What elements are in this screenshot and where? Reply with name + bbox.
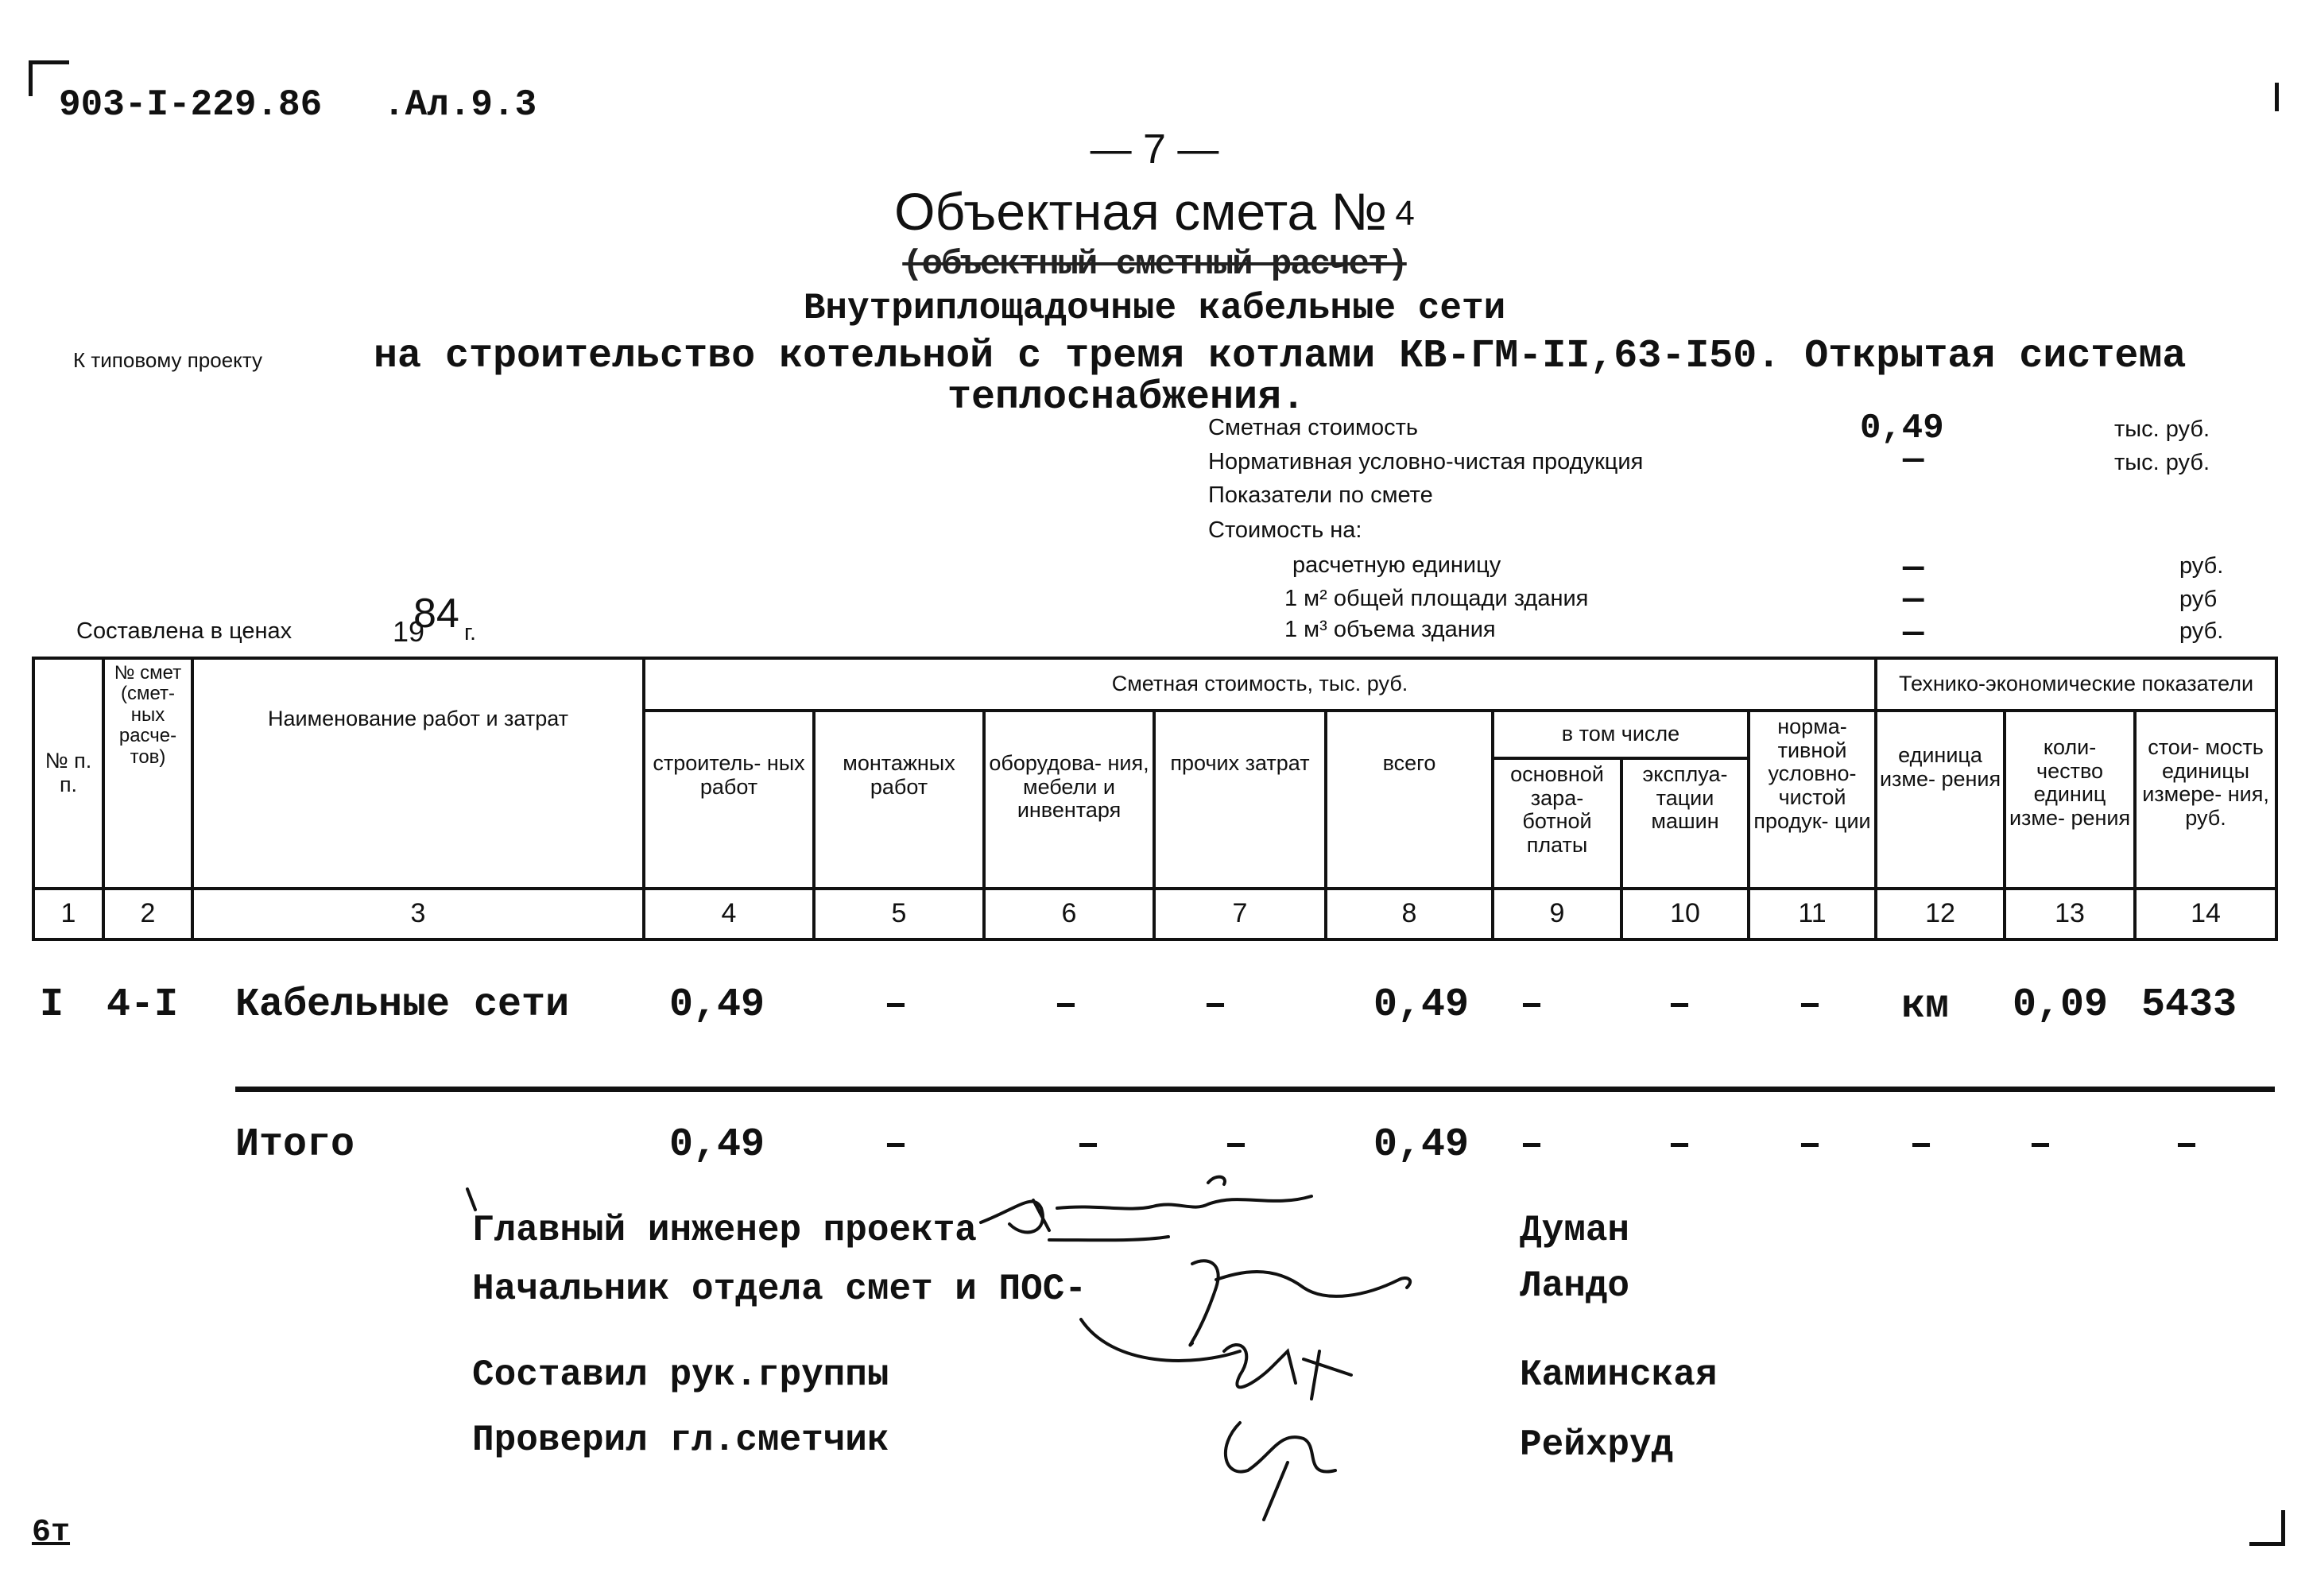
- col-header-installation: монтажных работ: [814, 711, 984, 889]
- column-number: 5: [814, 889, 984, 939]
- document-code: 903-I-229.86: [59, 84, 323, 126]
- row-num: I: [40, 982, 64, 1028]
- col-group-cost: Сметная стоимость, тыс. руб.: [644, 658, 1876, 711]
- col-header-total: всего: [1326, 711, 1493, 889]
- estimated-cost-value: 0,49: [1860, 409, 1944, 448]
- col-header-machines: эксплуа- тации машин: [1621, 758, 1749, 889]
- column-number: 4: [644, 889, 814, 939]
- total-other: –: [1224, 1122, 1249, 1168]
- cost-on-label: Стоимость на:: [1208, 517, 1362, 543]
- normative-output-value: —: [1903, 440, 1924, 480]
- normative-output-label: Нормативная условно-чистая продукция: [1208, 449, 1644, 475]
- estimate-subtitle: Внутриплощадочные кабельные сети: [803, 288, 1506, 329]
- total-unit-cost: –: [2175, 1122, 2199, 1168]
- col-header-estimate-num: № смет (смет- ных расче- тов): [103, 658, 192, 889]
- column-number: 8: [1326, 889, 1493, 939]
- column-number: 1: [33, 889, 103, 939]
- indicators-label: Показатели по смете: [1208, 482, 1433, 508]
- total-wages: –: [1520, 1122, 1544, 1168]
- signature-mark: [1190, 1261, 1410, 1345]
- per-unit-label: расчетную единицу: [1292, 552, 1501, 578]
- column-number: 11: [1749, 889, 1876, 939]
- total-total: 0,49: [1373, 1122, 1470, 1168]
- per-m3-unit: руб.: [2179, 618, 2224, 644]
- column-number: 2: [103, 889, 192, 939]
- footer-code: 6т: [32, 1515, 71, 1551]
- row-construction: 0,49: [669, 982, 765, 1028]
- estimated-cost-unit: тыс. руб.: [2114, 416, 2210, 442]
- estimated-cost-label: Сметная стоимость: [1208, 415, 1418, 440]
- per-m2-unit: руб: [2179, 587, 2218, 612]
- row-equipment: –: [1054, 982, 1079, 1028]
- compiled-year: 84: [413, 591, 459, 637]
- signature-mark: [1049, 1237, 1168, 1240]
- signature-title: Главный инженер проекта: [472, 1210, 977, 1251]
- column-number: 7: [1154, 889, 1326, 939]
- signature-name: Ландо: [1520, 1265, 1630, 1307]
- column-number: 9: [1493, 889, 1621, 939]
- compiled-prices-label: Составлена в ценах: [76, 618, 292, 644]
- col-header-equipment: оборудова- ния, мебели и инвентаря: [984, 711, 1154, 889]
- row-machines: –: [1668, 982, 1692, 1028]
- col-header-normative: норма- тивной условно- чистой продук- ции: [1749, 711, 1876, 889]
- compiled-year-prefix: 19: [393, 615, 425, 648]
- col-group-technical: Технико-экономические показатели: [1876, 658, 2276, 711]
- per-m3-value: —: [1903, 614, 1924, 653]
- col-header-other: прочих затрат: [1154, 711, 1326, 889]
- signature-name: Думан: [1520, 1210, 1630, 1251]
- col-header-wages: основной зара- ботной платы: [1493, 758, 1621, 889]
- row-wages: –: [1520, 982, 1544, 1028]
- total-construction: 0,49: [669, 1122, 765, 1168]
- page-title: Объектная смета №: [894, 182, 1388, 241]
- estimate-number: 4: [1395, 193, 1415, 233]
- total-equipment: –: [1076, 1122, 1101, 1168]
- col-header-num: № п. п.: [33, 658, 103, 889]
- per-m3-label: 1 м³ объема здания: [1284, 617, 1496, 642]
- total-normative: –: [1798, 1122, 1823, 1168]
- signature-mark: [981, 1196, 1311, 1232]
- per-m2-label: 1 м² общей площади здания: [1284, 586, 1589, 611]
- project-description-line2: теплоснабжения.: [947, 375, 1306, 420]
- per-unit-unit: руб.: [2179, 553, 2224, 579]
- col-header-quantity: коли- чество единиц изме- рения: [2005, 711, 2135, 889]
- per-unit-value: —: [1903, 548, 1924, 588]
- compiled-year-suffix: г.: [464, 620, 477, 645]
- signature-title: Начальник отдела смет и ПОС-: [472, 1269, 1087, 1310]
- signature-mark: [467, 1189, 475, 1210]
- col-header-name: Наименование работ и затрат: [192, 658, 644, 889]
- col-header-construction: строитель- ных работ: [644, 711, 814, 889]
- column-number: 10: [1621, 889, 1749, 939]
- total-installation: –: [884, 1122, 908, 1168]
- col-group-including: в том числе: [1493, 711, 1749, 758]
- signature-name: Каминская: [1520, 1354, 1718, 1396]
- signature-mark: [1224, 1345, 1351, 1399]
- signature-mark: [1208, 1177, 1225, 1184]
- per-m2-value: —: [1903, 580, 1924, 620]
- signature-name: Рейхруд: [1520, 1424, 1674, 1466]
- row-total: 0,49: [1373, 982, 1470, 1028]
- sheet-reference: .Ал.9.3: [383, 84, 537, 126]
- page-number: — 7 —: [1090, 126, 1219, 172]
- normative-output-unit: тыс. руб.: [2114, 450, 2210, 475]
- row-estimate-num: 4-I: [107, 982, 179, 1028]
- column-number: 12: [1876, 889, 2005, 939]
- project-description-line1: на строительство котельной с тремя котлами КВ-ГМ-II,63-I50. Открытая система: [374, 334, 2187, 379]
- row-quantity: 0,09: [2013, 982, 2109, 1028]
- signature-mark: [1081, 1319, 1240, 1361]
- signature-mark: [1226, 1423, 1335, 1520]
- row-other: –: [1203, 982, 1228, 1028]
- total-quantity: –: [2028, 1122, 2053, 1168]
- struck-out-subtitle: (объектный сметный расчет): [902, 245, 1407, 285]
- column-number: 3: [192, 889, 644, 939]
- column-number: 13: [2005, 889, 2135, 939]
- row-normative: –: [1798, 982, 1823, 1028]
- total-machines: –: [1668, 1122, 1692, 1168]
- total-label: Итого: [235, 1122, 355, 1168]
- total-unit: –: [1909, 1122, 1934, 1168]
- row-unit-cost: 5433: [2141, 982, 2237, 1028]
- column-number: 14: [2135, 889, 2276, 939]
- row-installation: –: [884, 982, 908, 1028]
- col-header-unit: единица изме- рения: [1876, 711, 2005, 889]
- signature-title: Проверил гл.сметчик: [472, 1420, 889, 1461]
- row-unit: км: [1901, 984, 1950, 1029]
- signature-title: Составил рук.группы: [472, 1354, 889, 1396]
- row-name: Кабельные сети: [235, 982, 570, 1028]
- project-label: К типовому проекту: [73, 348, 263, 372]
- column-number: 6: [984, 889, 1154, 939]
- col-header-unit-cost: стои- мость единицы измере- ния, руб.: [2135, 711, 2276, 889]
